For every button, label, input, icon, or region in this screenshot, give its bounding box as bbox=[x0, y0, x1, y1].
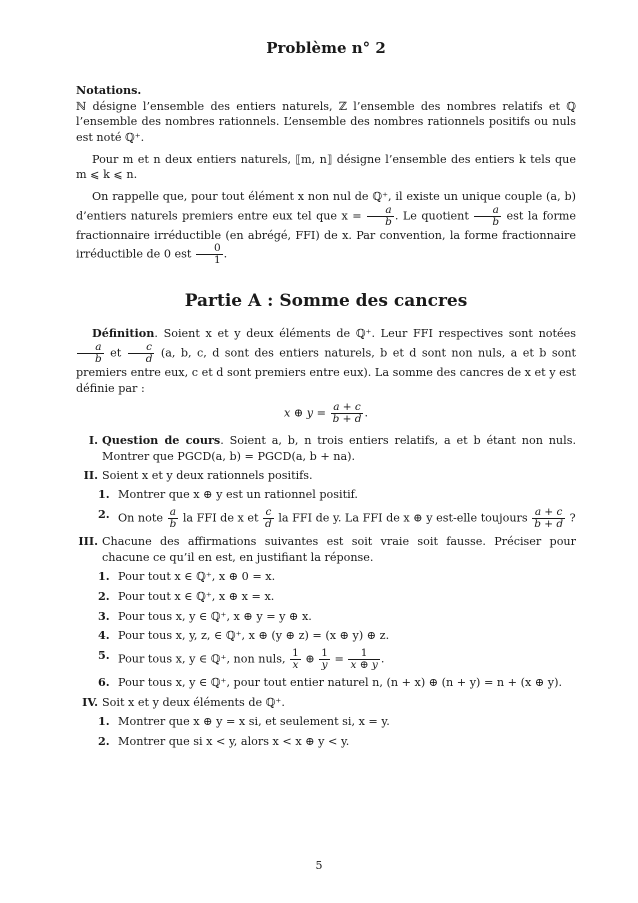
definition-text-a: . Soient x et y deux éléments de ℚ⁺. Leur FFI respectives sont notées bbox=[154, 327, 576, 341]
question-III-1: 1. Pour tout x ∈ ℚ⁺, x ⊕ 0 = x. bbox=[98, 569, 276, 584]
part-a-heading: Partie A : Somme des cancres bbox=[184, 291, 468, 312]
question-I: I. Question de cours. Soient a, b, n trois entiers relatifs, a et b étant non nuls. Montrer que PGCD(a, b) = PGCD(a, b + na). bbox=[88, 433, 577, 463]
fraction-c-over-d: $\frac{c}{d}$ bbox=[128, 342, 155, 365]
notations-paragraph bbox=[76, 83, 576, 146]
definition-text-c: (a, b, c, d sont des entiers naturels, b et d sont non nuls, a et b sont premiers entre eux, c et d sont premiers entre eux). La somme des cancres de x et y est définie par : bbox=[76, 346, 577, 395]
page-content bbox=[76, 38, 576, 754]
question-II-1: 1. Montrer que x ⊕ y est un rationnel positif. bbox=[98, 487, 358, 502]
notations-heading: Notations. bbox=[76, 83, 142, 97]
fraction-a-over-b: $\frac{a}{b}$ bbox=[367, 205, 394, 228]
notations-paragraph-2: Pour m et n deux entiers naturels, ⟦m, n⟧ désigne l’ensemble des entiers k tels que m ⩽ k ⩽ n. bbox=[76, 152, 576, 182]
page-number: 5 bbox=[315, 859, 323, 872]
definition-paragraph: Définition. Soient x et y deux éléments de ℚ⁺. Leur FFI respectives sont notées $\frac{a}{b}$ et $\frac{c}{d}$ (a, b, c, d sont des entiers naturels, b et d sont non nuls, a et b sont premiers entre eux, c et d sont premiers entre eux). La somme des cancres de x et y est définie par : bbox=[76, 326, 577, 395]
question-III-4: 4. Pour tous x, y, z, ∈ ℚ⁺, x ⊕ (y ⊕ z) = (x ⊕ y) ⊕ z. bbox=[98, 628, 390, 643]
question-III: III. Chacune des affirmations suivantes est soit vraie soit fausse. Préciser pour chacune ce qu’il en est, en justifiant la réponse. bbox=[78, 534, 576, 564]
notations-text-1: ℕ désigne l’ensemble des entiers naturels, ℤ l’ensemble des nombres relatifs et ℚ l’ensemble des nombres rationnels. L’ensemble des nombres rationnels positifs ou nuls est noté ℚ⁺. bbox=[76, 99, 576, 145]
fraction-apc-over-bpd: $\frac{a + c}{b + d}$ bbox=[332, 401, 362, 426]
notations-text-3b: . Le quotient bbox=[394, 209, 469, 223]
question-II-2: 2. On note $\frac{a}{b}$ la FFI de x et $\frac{c}{d}$ la FFI de y. La FFI de x ⊕ y est-elle toujours $\frac{a + c}{b + d}$ ? bbox=[98, 506, 576, 531]
cancre-sum-formula: x ⊕ y = $\frac{a + c}{b + d}$ . bbox=[283, 401, 369, 426]
notations-text-3c: est la forme fractionnaire irréductible (en abrégé, FFI) de x. Par convention, la forme fractionnaire irréductible de 0 est bbox=[76, 209, 577, 261]
problem-title: Problème n° 2 bbox=[266, 39, 386, 57]
question-IV-2: 2. Montrer que si x < y, alors x < x ⊕ y < y. bbox=[98, 734, 350, 749]
question-III-6: 6. Pour tous x, y ∈ ℚ⁺, pour tout entier naturel n, (n + x) ⊕ (n + y) = n + (x ⊕ y). bbox=[98, 675, 563, 690]
question-II: II. Soient x et y deux rationnels positifs. bbox=[83, 467, 313, 482]
question-III-5: 5. Pour tous x, y ∈ ℚ⁺, non nuls, $\frac{1}{x}$ ⊕ $\frac{1}{y}$ = $\frac{1}{x \oplus y}$ . bbox=[98, 647, 385, 672]
fraction-a-over-b-3: $\frac{a}{b}$ bbox=[77, 342, 104, 365]
question-III-2: 2. Pour tout x ∈ ℚ⁺, x ⊕ x = x. bbox=[98, 589, 275, 604]
fraction-a-over-b-2: $\frac{a}{b}$ bbox=[474, 205, 501, 228]
fraction-zero-over-one: $\frac{0}{1}$ bbox=[196, 243, 223, 266]
notations-paragraph-3: On rappelle que, pour tout élément x non nul de ℚ⁺, il existe un unique couple (a, b) d’entiers naturels premiers entre eux tel que x = $\frac{a}{b}$ . Le quotient $\frac{a}{b}$ est la forme fractionnaire irréductible (en abrégé, FFI) de x. Par convention, la forme fractionnaire irréductible de 0 est $\frac{0}{1}$ . bbox=[76, 190, 577, 267]
question-IV: IV. Soit x et y deux éléments de ℚ⁺. bbox=[82, 694, 285, 709]
definition-label: Définition bbox=[92, 326, 155, 341]
question-III-3: 3. Pour tous x, y ∈ ℚ⁺, x ⊕ y = y ⊕ x. bbox=[98, 608, 312, 623]
notations-text-3a: On rappelle que, pour tout élément x non nul de ℚ⁺, il existe un unique couple (a, b) d’entiers naturels premiers entre eux tel que x = bbox=[76, 190, 576, 223]
question-IV-1: 1. Montrer que x ⊕ y = x si, et seulement si, x = y. bbox=[98, 714, 390, 729]
